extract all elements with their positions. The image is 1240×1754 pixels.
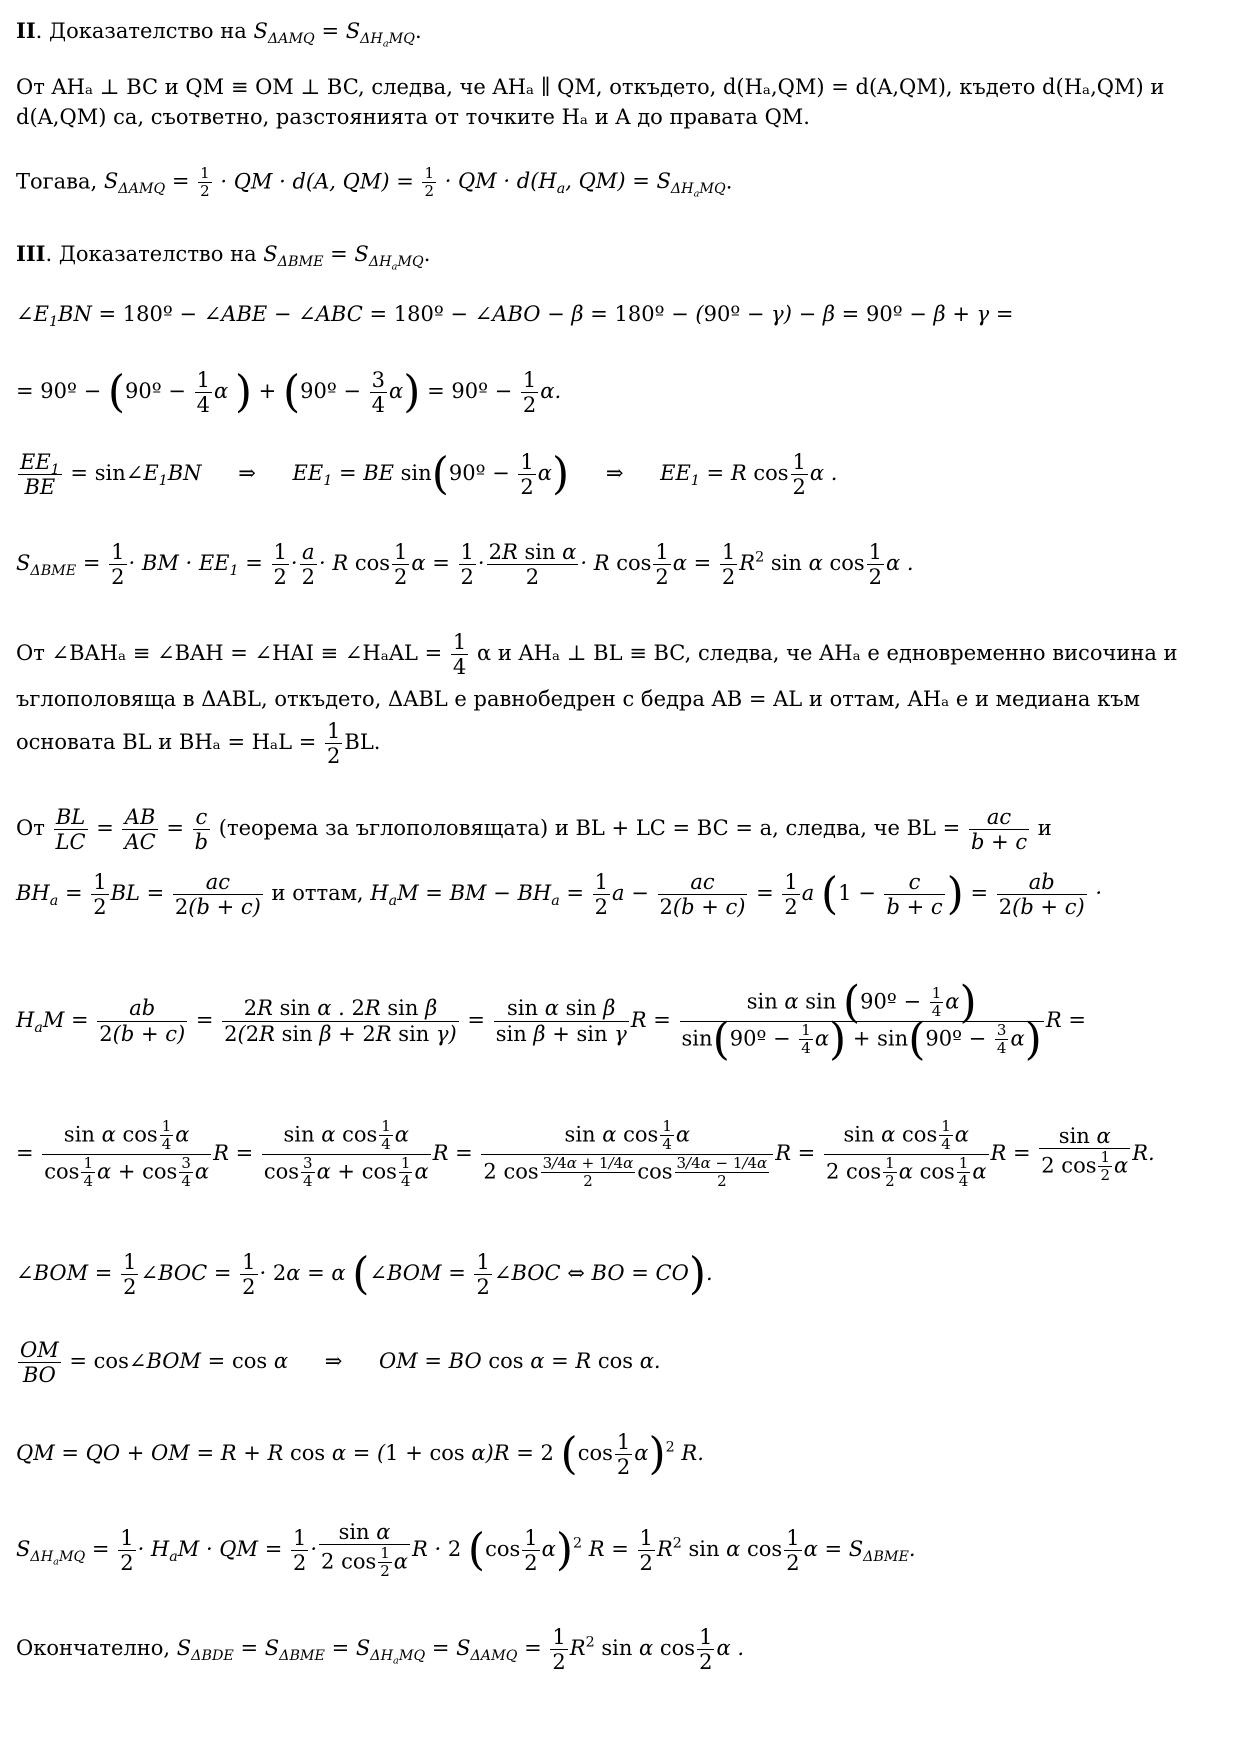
- qm-formula: QM = QO + OM = R + R cos α = (1 + cos α)R = 2 (cos $\frac{1}{2}$ α)$^2$ R.: [16, 1428, 704, 1480]
- ham-formula-line-1: $H_aM$ = $\frac{ab}{2(b + c)}$ = $\frac{\text{2R sin α . 2R sin β}}{\text{2(2R sin β + 2R sin γ)}}$ = $\frac{\text{sin α sin β}}{\text{sin β + sin γ}}$ R = sin α sin (90º − $\frac{1}{4}$ α) sin(90º − $\frac{1}{4}$ α) + sin(90º − $\frac{3}{4}$ α) R =: [16, 976, 1086, 1065]
- area-hamq-formula: $S_{\Delta H_aMQ}$ = $\frac{1}{2}$ · $H_aM$ · QM = $\frac{1}{2}$ · sin α 2 cos $\frac{1}{2}$ α R · 2 (cos $\frac{1}{2}$ α)$^2$ R = $\frac{1}{2}$ $R^2$ sin α cos $\frac{1}{2}$ $\alpha = S_{\Delta BME}$.: [16, 1520, 916, 1581]
- bh-hm-formula: $BH_a$ = $\frac{1}{2}$ BL = $\frac{ac}{2(b + c)}$ и оттам, $H_aM$ = BM − $BH_a$ = $\frac{1}{2}$ a − $\frac{ac}{2(b + c)}$ = $\frac{1}{2}$ a (1 − $\frac{c}{b + c}$ ) = $\frac{ab}{2(b + c)}$ ·: [16, 868, 1103, 920]
- final-conclusion: Окончателно, $S_{\Delta BDE} = S_{\Delta BME} = S_{\Delta H_aMQ} = S_{\Delta AMQ}$ = $\frac{1}{2}$ $R^2$ sin α cos $\frac{1}{2}$ α .: [16, 1625, 745, 1675]
- ham-formula-line-2: = sin α cos $\frac{1}{4}$ α cos $\frac{1}{4}$ α + cos $\frac{3}{4}$ α R = sin α cos $\frac{1}{4}$ α cos $\frac{3}{4}$ α + cos $\frac{1}{4}$ α R = sin α cos $\frac{1}{4}$ α 2 cos $\frac{3/4\alpha + 1/4\alpha}{2}$ cos $\frac{3/4\alpha - 1/4\alpha}{2}$ R = sin α cos $\frac{1}{4}$ α 2 cos $\frac{1}{2}$ α cos $\frac{1}{4}$ α R = sin α 2 cos $\frac{1}{2}$ α R.: [16, 1117, 1155, 1190]
- bisector-theorem-line: От $\frac{BL}{LC}$ = $\frac{AB}{AC}$ = $\frac{c}{b}$ (теорема за ъглополовящата) и BL + LC = BC = a, следва, че BL = $\frac{ac}{b + c}$ и: [16, 805, 1052, 855]
- section-3-heading: III. Доказателство на $S_{\Delta BME} = S_{\Delta H_aMQ}$.: [16, 241, 431, 273]
- angle-e1bn-line-2: = 90º − (90º − $\frac{1}{4}$ α ) + (90º − $\frac{3}{4}$ α) = 90º − $\frac{1}{2}$ α.: [16, 366, 562, 418]
- area-bme-formula: $S_{\Delta BME}$ = $\frac{1}{2}$ · BM · $EE_1$ = $\frac{1}{2}$ · $\frac{a}{2}$ · R cos $\frac{1}{2}$ α = $\frac{1}{2}$ · $\frac{\text{2R sin α}}{2}$ · R cos $\frac{1}{2}$ α = $\frac{1}{2}$ $R^2$ sin α cos $\frac{1}{2}$ α .: [16, 540, 914, 590]
- angle-e1bn-line-1: $\angle E_1BN$ = 180º − ∠ABE − ∠ABC = 180º − ∠ABO − β = 180º − (90º − γ) − β = 90º − β + γ =: [16, 302, 1014, 330]
- om-formula: $\frac{OM}{BO}$ = cos∠BOM = cos α ⇒ OM = BO cos α = R cos α.: [20, 1338, 661, 1388]
- paragraph-parallel: От AHₐ ⊥ BC и QM ≡ OM ⊥ BC, следва, че AHₐ ∥ QM, откъдето, d(Hₐ,QM) = d(A,QM), където d(Hₐ,QM) и d(A,QM) са, съответно, разстоянията от точките Hₐ и A до правата QM.: [16, 75, 1165, 129]
- ee1-formula: $\frac{EE_1}{BE}$ = $\sin\angle E_1BN$ ⇒ $EE_1$ = BE sin(90º − $\frac{1}{2}$ α) ⇒ $EE_1 = R$ cos $\frac{1}{2}$ α .: [20, 448, 838, 500]
- area-amq-formula: Тогава, $S_{\Delta AMQ}$ = $\frac{1}{2}$ · QM · d(A, QM) = $\frac{1}{2}$ · QM · $d(H_a$, $QM) = S_{\Delta H_aMQ}$.: [16, 164, 733, 201]
- paragraph-bisector-median: От ∠BAHₐ ≡ ∠BAH = ∠HAI ≡ ∠HₐAL = $\frac{1}{4}$ α и AHₐ ⊥ BL ≡ BC, следва, че AHₐ е едновременно височина и ъглополовяща в ΔABL, откъдето, ΔABL е равнобедрен с бедра AB = AL и оттам, AHₐ е и медиана към основата BL и BHₐ = HₐL = $\frac{1}{2}$ BL.: [16, 630, 1178, 769]
- angle-bom-formula: ∠BOM = $\frac{1}{2}$ ∠BOC = $\frac{1}{2}$ · 2α = α (∠BOM = $\frac{1}{2}$ ∠BOC ⇔ BO = CO).: [16, 1248, 713, 1300]
- section-2-heading: II. Доказателство на $S_{\Delta AMQ} = S_{\Delta H_aMQ}$.: [16, 18, 422, 50]
